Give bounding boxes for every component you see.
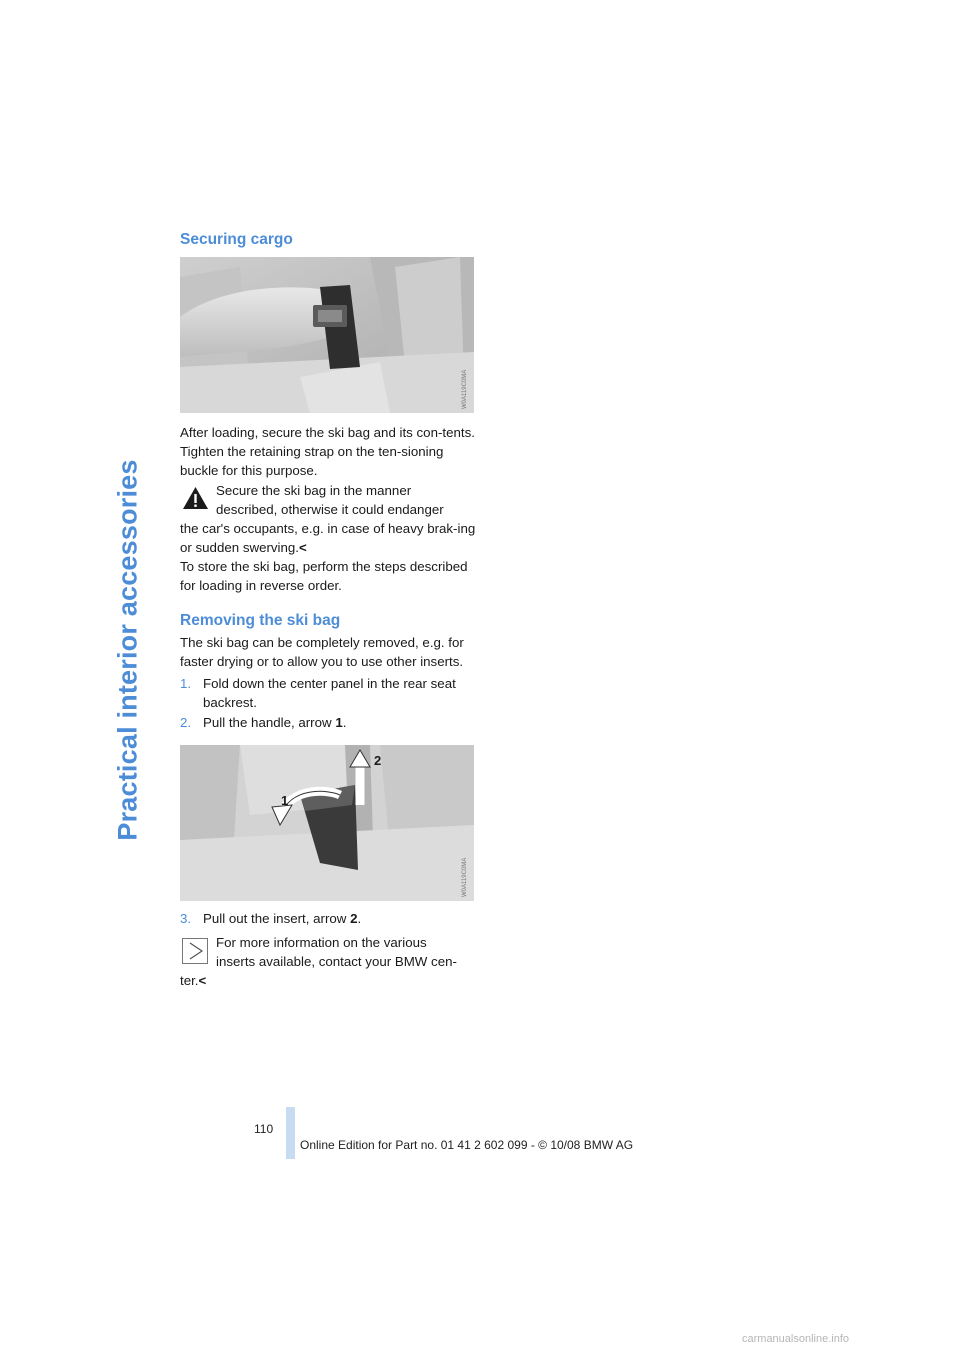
- step-number: 2.: [180, 715, 192, 730]
- chapter-title-vertical: Practical interior accessories: [112, 459, 143, 841]
- step-number: 3.: [180, 911, 192, 926]
- end-mark: <: [299, 540, 307, 555]
- figure-code: W0A119C0MA: [462, 857, 468, 897]
- footer-accent-bar: [286, 1107, 295, 1159]
- figure-arrow-label-1: 1: [281, 793, 289, 808]
- figure-arrow-label-2: 2: [374, 753, 382, 768]
- step-text: Pull the handle, arrow 1.: [203, 715, 347, 730]
- note-triangle-icon: [182, 938, 208, 964]
- paragraph-securing: After loading, secure the ski bag and its con-tents. Tighten the retaining strap on the ten-sioning buckle for this purpose.: [180, 425, 475, 478]
- watermark: carmanualsonline.info: [742, 1333, 850, 1345]
- note-line-2: inserts available, contact your BMW cen-: [216, 954, 457, 969]
- heading-removing-ski-bag: Removing the ski bag: [180, 612, 341, 629]
- paragraph-removing-intro: The ski bag can be completely removed, e.g. for faster drying or to allow you to use other inserts.: [180, 635, 464, 669]
- page-number: 110: [254, 1122, 274, 1136]
- step-number: 1.: [180, 676, 192, 691]
- heading-securing-cargo: Securing cargo: [180, 231, 293, 248]
- paragraph-store: To store the ski bag, perform the steps described for loading in reverse order.: [180, 559, 468, 593]
- warning-line-1: Secure the ski bag in the manner: [216, 483, 412, 498]
- end-mark: <: [198, 973, 207, 988]
- note-text: ter.<: [180, 973, 207, 988]
- step-text: Pull out the insert, arrow 2.: [203, 911, 362, 926]
- footer-edition: Online Edition for Part no. 01 41 2 602 099 - © 10/08 BMW AG: [300, 1138, 634, 1152]
- warning-text: the car's occupants, e.g. in case of heavy brak-ing or sudden swerving.<: [180, 521, 476, 555]
- step-text: Fold down the center panel in the rear seat backrest.: [203, 676, 456, 710]
- figure-remove-insert: [180, 745, 474, 901]
- warning-icon: [182, 485, 209, 511]
- warning-line-2: described, otherwise it could endanger: [216, 502, 444, 517]
- figure-securing-strap: [180, 257, 474, 413]
- note-line-1: For more information on the various: [216, 935, 427, 950]
- figure-code: W0A119C0MA: [462, 369, 468, 409]
